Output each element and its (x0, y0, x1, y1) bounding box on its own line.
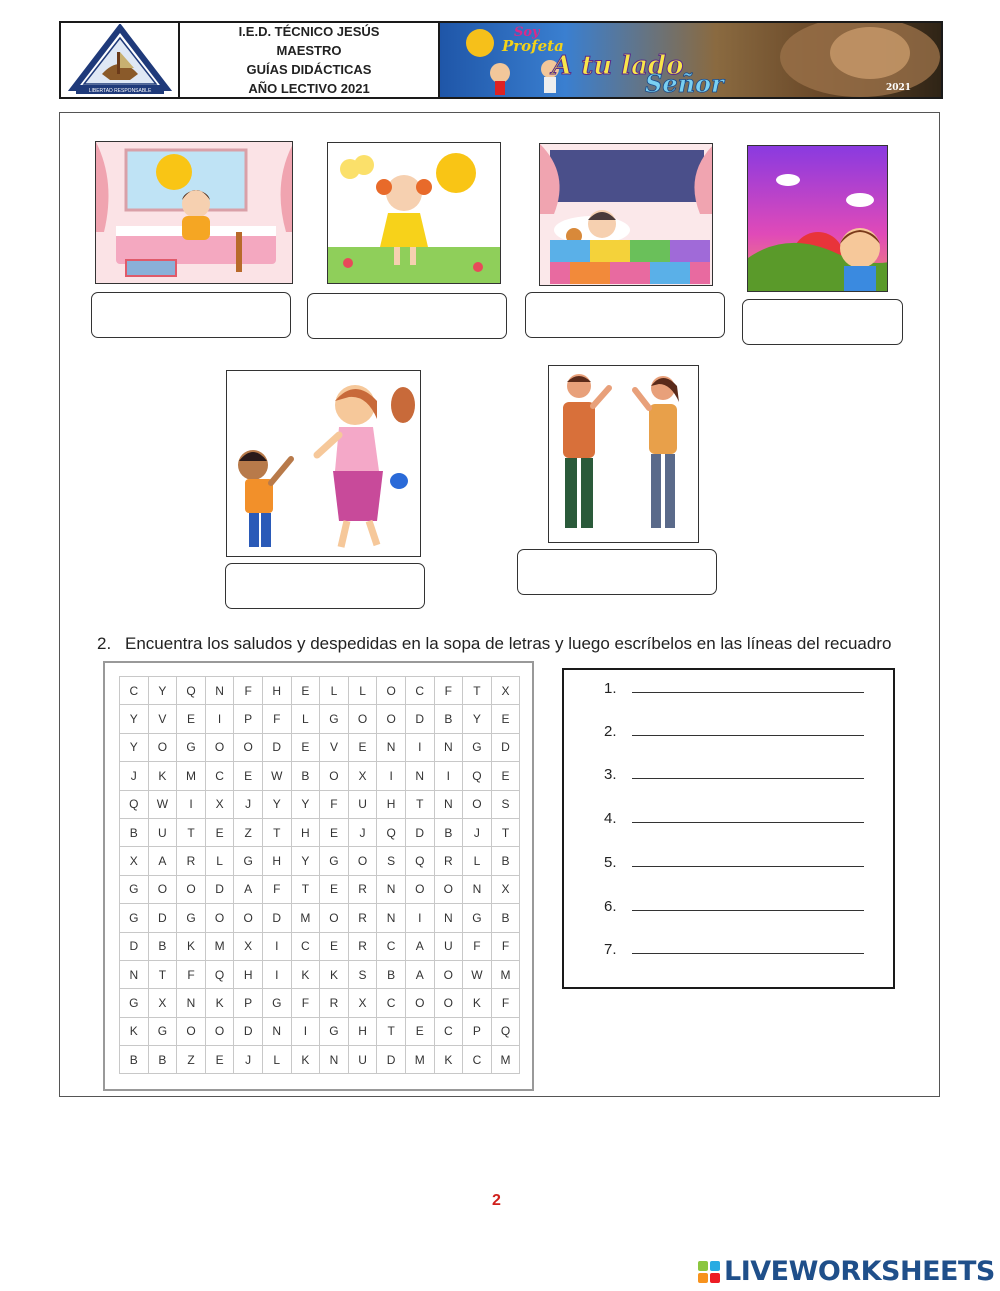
word-search-cell[interactable]: E (177, 705, 206, 733)
word-search-cell[interactable]: G (234, 847, 263, 875)
word-search-cell[interactable]: Q (177, 677, 206, 705)
word-search-cell[interactable]: U (348, 1046, 377, 1074)
word-search-cell[interactable]: A (405, 960, 434, 988)
word-search-cell[interactable]: N (262, 1017, 291, 1045)
word-search-cell[interactable]: Y (291, 790, 320, 818)
word-search-cell[interactable]: R (177, 847, 206, 875)
word-search-cell[interactable]: F (262, 705, 291, 733)
instruction-text: Encuentra los saludos y despedidas en la sopa de letras y luego escríbelos en las líneas del recuadro (125, 634, 892, 653)
answer-line-rule[interactable] (632, 898, 864, 911)
word-search-cell[interactable]: W (148, 790, 177, 818)
word-search-cell[interactable]: R (348, 875, 377, 903)
word-search-cell[interactable]: O (234, 904, 263, 932)
word-search-cell[interactable]: Q (405, 847, 434, 875)
word-search-cell[interactable]: A (405, 932, 434, 960)
word-search-cell[interactable]: G (463, 904, 492, 932)
answer-line-3[interactable] (604, 766, 864, 783)
word-search-row (120, 1017, 520, 1045)
word-search-cell[interactable]: M (177, 762, 206, 790)
word-search-cell[interactable]: K (291, 960, 320, 988)
word-search-cell[interactable]: E (491, 705, 520, 733)
word-search-cell[interactable]: O (177, 1017, 206, 1045)
word-search-cell[interactable]: I (434, 762, 463, 790)
word-search-cell[interactable]: K (434, 1046, 463, 1074)
word-search-cell[interactable]: G (120, 989, 149, 1017)
word-search-cell[interactable]: O (348, 847, 377, 875)
word-search-cell[interactable]: O (377, 677, 406, 705)
word-search-cell[interactable]: P (463, 1017, 492, 1045)
word-search-cell[interactable]: O (348, 705, 377, 733)
word-search-row (120, 818, 520, 846)
word-search-cell[interactable]: O (234, 733, 263, 761)
word-search-cell[interactable]: M (491, 1046, 520, 1074)
answer-line-number: 4. (604, 810, 617, 827)
word-search-cell[interactable]: E (205, 818, 234, 846)
word-search-cell[interactable]: E (491, 762, 520, 790)
word-search-cell[interactable]: O (148, 875, 177, 903)
word-search-cell[interactable]: M (491, 960, 520, 988)
word-search-cell[interactable]: X (148, 989, 177, 1017)
word-search-cell[interactable]: R (434, 847, 463, 875)
word-search-cell[interactable]: X (348, 762, 377, 790)
word-search-cell[interactable]: D (262, 904, 291, 932)
word-search-cell[interactable]: N (177, 989, 206, 1017)
word-search-cell[interactable]: O (434, 960, 463, 988)
word-search-cell[interactable]: F (434, 677, 463, 705)
word-search-cell[interactable]: O (320, 904, 349, 932)
word-search-cell[interactable]: O (148, 733, 177, 761)
answer-box-picture-4[interactable] (742, 299, 903, 345)
word-search-cell[interactable]: G (262, 989, 291, 1017)
word-search-cell[interactable]: C (405, 677, 434, 705)
picture-child-sleeping (539, 143, 713, 286)
word-search-cell[interactable]: N (434, 733, 463, 761)
word-search-cell[interactable]: O (434, 875, 463, 903)
word-search-cell[interactable]: K (320, 960, 349, 988)
word-search-cell[interactable]: T (377, 1017, 406, 1045)
banner-year: 2021 (886, 83, 912, 93)
word-search-cell[interactable]: L (320, 677, 349, 705)
word-search-cell[interactable]: D (262, 733, 291, 761)
word-search-cell[interactable]: B (434, 705, 463, 733)
answer-lines-panel (562, 668, 895, 989)
word-search-row (120, 875, 520, 903)
word-search-cell[interactable]: B (491, 847, 520, 875)
word-search-cell[interactable]: M (405, 1046, 434, 1074)
word-search-cell[interactable]: Y (120, 705, 149, 733)
word-search-cell[interactable]: I (405, 733, 434, 761)
word-search-cell[interactable]: A (148, 847, 177, 875)
religious-banner (440, 23, 941, 97)
word-search-cell[interactable]: K (205, 989, 234, 1017)
banner-text-senor: Señor (645, 69, 724, 97)
word-search-row (120, 989, 520, 1017)
instruction-number: 2. (97, 634, 112, 653)
word-search-cell[interactable]: D (491, 733, 520, 761)
word-search-cell[interactable]: R (320, 989, 349, 1017)
word-search-cell[interactable]: U (148, 818, 177, 846)
word-search-grid (119, 676, 520, 1074)
answer-box-picture-2[interactable] (307, 293, 507, 339)
answer-line-rule[interactable] (632, 766, 864, 779)
word-search-cell[interactable]: D (205, 875, 234, 903)
word-search-cell[interactable]: N (377, 875, 406, 903)
word-search-cell[interactable]: D (148, 904, 177, 932)
word-search-cell[interactable]: H (377, 790, 406, 818)
word-search-cell[interactable]: F (463, 932, 492, 960)
girl-waking-bedroom-icon (96, 142, 293, 284)
word-search-cell[interactable]: V (320, 733, 349, 761)
word-search-cell[interactable]: B (120, 1046, 149, 1074)
word-search-cell[interactable]: E (320, 818, 349, 846)
word-search-cell[interactable]: J (234, 790, 263, 818)
liveworksheets-logo-icon (698, 1261, 720, 1283)
word-search-cell[interactable]: O (377, 705, 406, 733)
word-search-cell[interactable]: A (234, 875, 263, 903)
girl-sunny-meadow-icon (328, 143, 501, 284)
word-search-cell[interactable]: W (262, 762, 291, 790)
word-search-cell[interactable]: Q (377, 818, 406, 846)
word-search-cell[interactable]: N (377, 733, 406, 761)
answer-box-picture-5[interactable] (225, 563, 425, 609)
word-search-cell[interactable]: R (348, 932, 377, 960)
word-search-cell[interactable]: O (205, 1017, 234, 1045)
word-search-cell[interactable]: K (177, 932, 206, 960)
word-search-cell[interactable]: Q (491, 1017, 520, 1045)
word-search-cell[interactable]: F (234, 677, 263, 705)
word-search-row (120, 847, 520, 875)
word-search-cell[interactable]: P (234, 989, 263, 1017)
word-search-cell[interactable]: C (377, 932, 406, 960)
school-logo (61, 23, 180, 97)
word-search-cell[interactable]: X (120, 847, 149, 875)
word-search-cell[interactable]: W (463, 960, 492, 988)
answer-line-number: 7. (604, 941, 617, 958)
answer-line-4[interactable] (604, 810, 864, 827)
word-search-cell[interactable]: N (434, 790, 463, 818)
word-search-cell[interactable]: B (491, 904, 520, 932)
word-search-cell[interactable]: B (377, 960, 406, 988)
word-search-cell[interactable]: X (205, 790, 234, 818)
answer-line-number: 3. (604, 766, 617, 783)
word-search-cell[interactable]: O (405, 875, 434, 903)
word-search-cell[interactable]: J (348, 818, 377, 846)
word-search-cell[interactable]: J (120, 762, 149, 790)
banner-text-soy: Soy (514, 25, 540, 40)
word-search-cell[interactable]: T (148, 960, 177, 988)
word-search-cell[interactable]: C (291, 932, 320, 960)
word-search-cell[interactable]: O (205, 904, 234, 932)
banner-text-profeta: Profeta (502, 37, 564, 55)
word-search-cell[interactable]: E (291, 677, 320, 705)
word-search-row (120, 677, 520, 705)
banner-text-a-tu-lado: A tu lado (552, 51, 684, 81)
word-search-cell[interactable]: U (434, 932, 463, 960)
answer-line-6[interactable] (604, 898, 864, 915)
school-title (180, 23, 440, 97)
word-search-cell[interactable]: Z (234, 818, 263, 846)
page-number: 2 (492, 1192, 501, 1209)
word-search-cell[interactable]: Q (120, 790, 149, 818)
word-search-row (120, 1046, 520, 1074)
brand-square (710, 1273, 720, 1283)
word-search-cell[interactable]: S (491, 790, 520, 818)
word-search-cell[interactable]: T (463, 677, 492, 705)
word-search-cell[interactable]: D (120, 932, 149, 960)
answer-box-picture-3[interactable] (525, 292, 725, 338)
word-search-cell[interactable]: Z (177, 1046, 206, 1074)
worksheet-header (59, 21, 943, 99)
word-search-cell[interactable]: U (348, 790, 377, 818)
word-search-cell[interactable]: N (320, 1046, 349, 1074)
word-search-cell[interactable]: G (463, 733, 492, 761)
answer-line-7[interactable] (604, 941, 864, 958)
answer-line-number: 2. (604, 723, 617, 740)
word-search-cell[interactable]: N (405, 762, 434, 790)
word-search-cell[interactable]: G (320, 847, 349, 875)
word-search-cell[interactable]: O (434, 989, 463, 1017)
word-search-cell[interactable]: K (148, 762, 177, 790)
brand-square (710, 1261, 720, 1271)
word-search-cell[interactable]: H (262, 677, 291, 705)
word-search-cell[interactable]: Y (148, 677, 177, 705)
brand-square (698, 1261, 708, 1271)
word-search-cell[interactable]: J (234, 1046, 263, 1074)
word-search-cell[interactable]: Y (291, 847, 320, 875)
word-search-cell[interactable]: P (234, 705, 263, 733)
word-search-cell[interactable]: L (262, 1046, 291, 1074)
answer-line-2[interactable] (604, 723, 864, 740)
word-search-puzzle (103, 661, 534, 1091)
word-search-cell[interactable]: D (377, 1046, 406, 1074)
answer-line-5[interactable] (604, 854, 864, 871)
word-search-cell[interactable]: F (262, 875, 291, 903)
word-search-cell[interactable]: E (320, 932, 349, 960)
word-search-cell[interactable]: T (177, 818, 206, 846)
word-search-cell[interactable]: V (148, 705, 177, 733)
word-search-cell[interactable]: I (262, 932, 291, 960)
word-search-cell[interactable]: B (148, 932, 177, 960)
word-search-cell[interactable]: E (205, 1046, 234, 1074)
word-search-cell[interactable]: C (434, 1017, 463, 1045)
answer-line-rule[interactable] (632, 810, 864, 823)
answer-line-rule[interactable] (632, 854, 864, 867)
word-search-cell[interactable]: B (434, 818, 463, 846)
word-search-cell[interactable]: I (262, 960, 291, 988)
child-sleeping-bed-icon (540, 144, 713, 286)
word-search-cell[interactable]: N (377, 904, 406, 932)
word-search-cell[interactable]: X (491, 875, 520, 903)
school-logo-icon (68, 24, 172, 96)
word-search-cell[interactable]: T (262, 818, 291, 846)
answer-box-picture-6[interactable] (517, 549, 717, 595)
word-search-row (120, 762, 520, 790)
word-search-cell[interactable]: L (463, 847, 492, 875)
answer-line-rule[interactable] (632, 723, 864, 736)
picture-couple-waving (548, 365, 699, 543)
word-search-cell[interactable]: X (348, 989, 377, 1017)
picture-girl-waking-up (95, 141, 293, 284)
word-search-cell[interactable]: G (320, 705, 349, 733)
picture-boy-sunset (747, 145, 888, 292)
word-search-cell[interactable]: R (348, 904, 377, 932)
word-search-cell[interactable]: I (205, 705, 234, 733)
word-search-cell[interactable]: D (405, 705, 434, 733)
word-search-cell[interactable]: T (491, 818, 520, 846)
word-search-cell[interactable]: T (405, 790, 434, 818)
word-search-row (120, 932, 520, 960)
word-search-cell[interactable]: Y (463, 705, 492, 733)
word-search-cell[interactable]: M (291, 904, 320, 932)
word-search-cell[interactable]: L (348, 677, 377, 705)
word-search-cell[interactable]: E (320, 875, 349, 903)
word-search-cell[interactable]: G (148, 1017, 177, 1045)
word-search-cell[interactable]: X (491, 677, 520, 705)
word-search-cell[interactable]: Y (262, 790, 291, 818)
word-search-cell[interactable]: B (148, 1046, 177, 1074)
word-search-cell[interactable]: O (205, 733, 234, 761)
word-search-row (120, 790, 520, 818)
word-search-cell[interactable]: C (377, 989, 406, 1017)
word-search-cell[interactable]: E (291, 733, 320, 761)
liveworksheets-brand[interactable] (698, 1256, 995, 1287)
answer-line-number: 1. (604, 680, 617, 697)
picture-girl-sun-meadow (327, 142, 501, 284)
word-search-cell[interactable]: N (205, 677, 234, 705)
boy-greeting-mother-icon (227, 371, 421, 557)
title-line-4: AÑO LECTIVO 2021 (248, 81, 370, 96)
word-search-cell[interactable]: E (234, 762, 263, 790)
word-search-cell[interactable]: B (120, 818, 149, 846)
answer-box-picture-1[interactable] (91, 292, 291, 338)
answer-line-rule[interactable] (632, 941, 864, 954)
word-search-cell[interactable]: C (205, 762, 234, 790)
word-search-cell[interactable]: O (463, 790, 492, 818)
word-search-cell[interactable]: F (491, 932, 520, 960)
word-search-cell[interactable]: G (177, 733, 206, 761)
word-search-cell[interactable]: D (405, 818, 434, 846)
word-search-cell[interactable]: G (177, 904, 206, 932)
word-search-cell[interactable]: L (291, 705, 320, 733)
word-search-cell[interactable]: O (320, 762, 349, 790)
word-search-cell[interactable]: O (405, 989, 434, 1017)
word-search-cell[interactable]: F (291, 989, 320, 1017)
word-search-cell[interactable]: N (434, 904, 463, 932)
word-search-cell[interactable]: H (291, 818, 320, 846)
word-search-cell[interactable]: Q (463, 762, 492, 790)
word-search-cell[interactable]: I (291, 1017, 320, 1045)
word-search-cell[interactable]: E (348, 733, 377, 761)
answer-line-number: 5. (604, 854, 617, 871)
word-search-cell[interactable]: F (320, 790, 349, 818)
answer-line-1[interactable] (604, 680, 864, 697)
word-search-cell[interactable]: O (177, 875, 206, 903)
word-search-cell[interactable]: I (177, 790, 206, 818)
word-search-row (120, 705, 520, 733)
word-search-cell[interactable]: J (463, 818, 492, 846)
word-search-cell[interactable]: H (234, 960, 263, 988)
picture-boy-greeting-mother (226, 370, 421, 557)
word-search-cell[interactable]: K (463, 989, 492, 1017)
word-search-cell[interactable]: N (120, 960, 149, 988)
word-search-cell[interactable]: K (120, 1017, 149, 1045)
word-search-cell[interactable]: X (234, 932, 263, 960)
word-search-cell[interactable]: T (291, 875, 320, 903)
instruction-2 (97, 634, 891, 654)
word-search-cell[interactable]: G (320, 1017, 349, 1045)
word-search-cell[interactable]: M (205, 932, 234, 960)
word-search-row (120, 960, 520, 988)
title-line-3: GUÍAS DIDÁCTICAS (246, 62, 372, 77)
word-search-cell[interactable]: I (377, 762, 406, 790)
word-search-cell[interactable]: S (377, 847, 406, 875)
boy-sunset-icon (748, 146, 888, 292)
brand-square (698, 1273, 708, 1283)
word-search-cell[interactable]: F (491, 989, 520, 1017)
answer-line-rule[interactable] (632, 680, 864, 693)
title-line-2: MAESTRO (276, 43, 342, 58)
word-search-cell[interactable]: D (234, 1017, 263, 1045)
word-search-cell[interactable]: B (291, 762, 320, 790)
word-search-cell[interactable]: F (177, 960, 206, 988)
word-search-cell[interactable]: Q (205, 960, 234, 988)
word-search-cell[interactable]: G (120, 904, 149, 932)
word-search-cell[interactable]: K (291, 1046, 320, 1074)
word-search-cell[interactable]: Y (120, 733, 149, 761)
word-search-cell[interactable]: L (205, 847, 234, 875)
word-search-cell[interactable]: C (120, 677, 149, 705)
word-search-cell[interactable]: H (262, 847, 291, 875)
word-search-cell[interactable]: I (405, 904, 434, 932)
title-line-1: I.E.D. TÉCNICO JESÚS (238, 24, 380, 39)
brand-name: LIVEWORKSHEETS (724, 1256, 995, 1287)
answer-line-number: 6. (604, 898, 617, 915)
word-search-row (120, 904, 520, 932)
word-search-cell[interactable]: G (120, 875, 149, 903)
word-search-cell[interactable]: E (405, 1017, 434, 1045)
word-search-cell[interactable]: S (348, 960, 377, 988)
logo-motto: LIBERTAD RESPONSABLE (88, 88, 151, 94)
word-search-cell[interactable]: N (463, 875, 492, 903)
word-search-cell[interactable]: C (463, 1046, 492, 1074)
couple-waving-icon (549, 366, 699, 543)
word-search-cell[interactable]: H (348, 1017, 377, 1045)
word-search-row (120, 733, 520, 761)
